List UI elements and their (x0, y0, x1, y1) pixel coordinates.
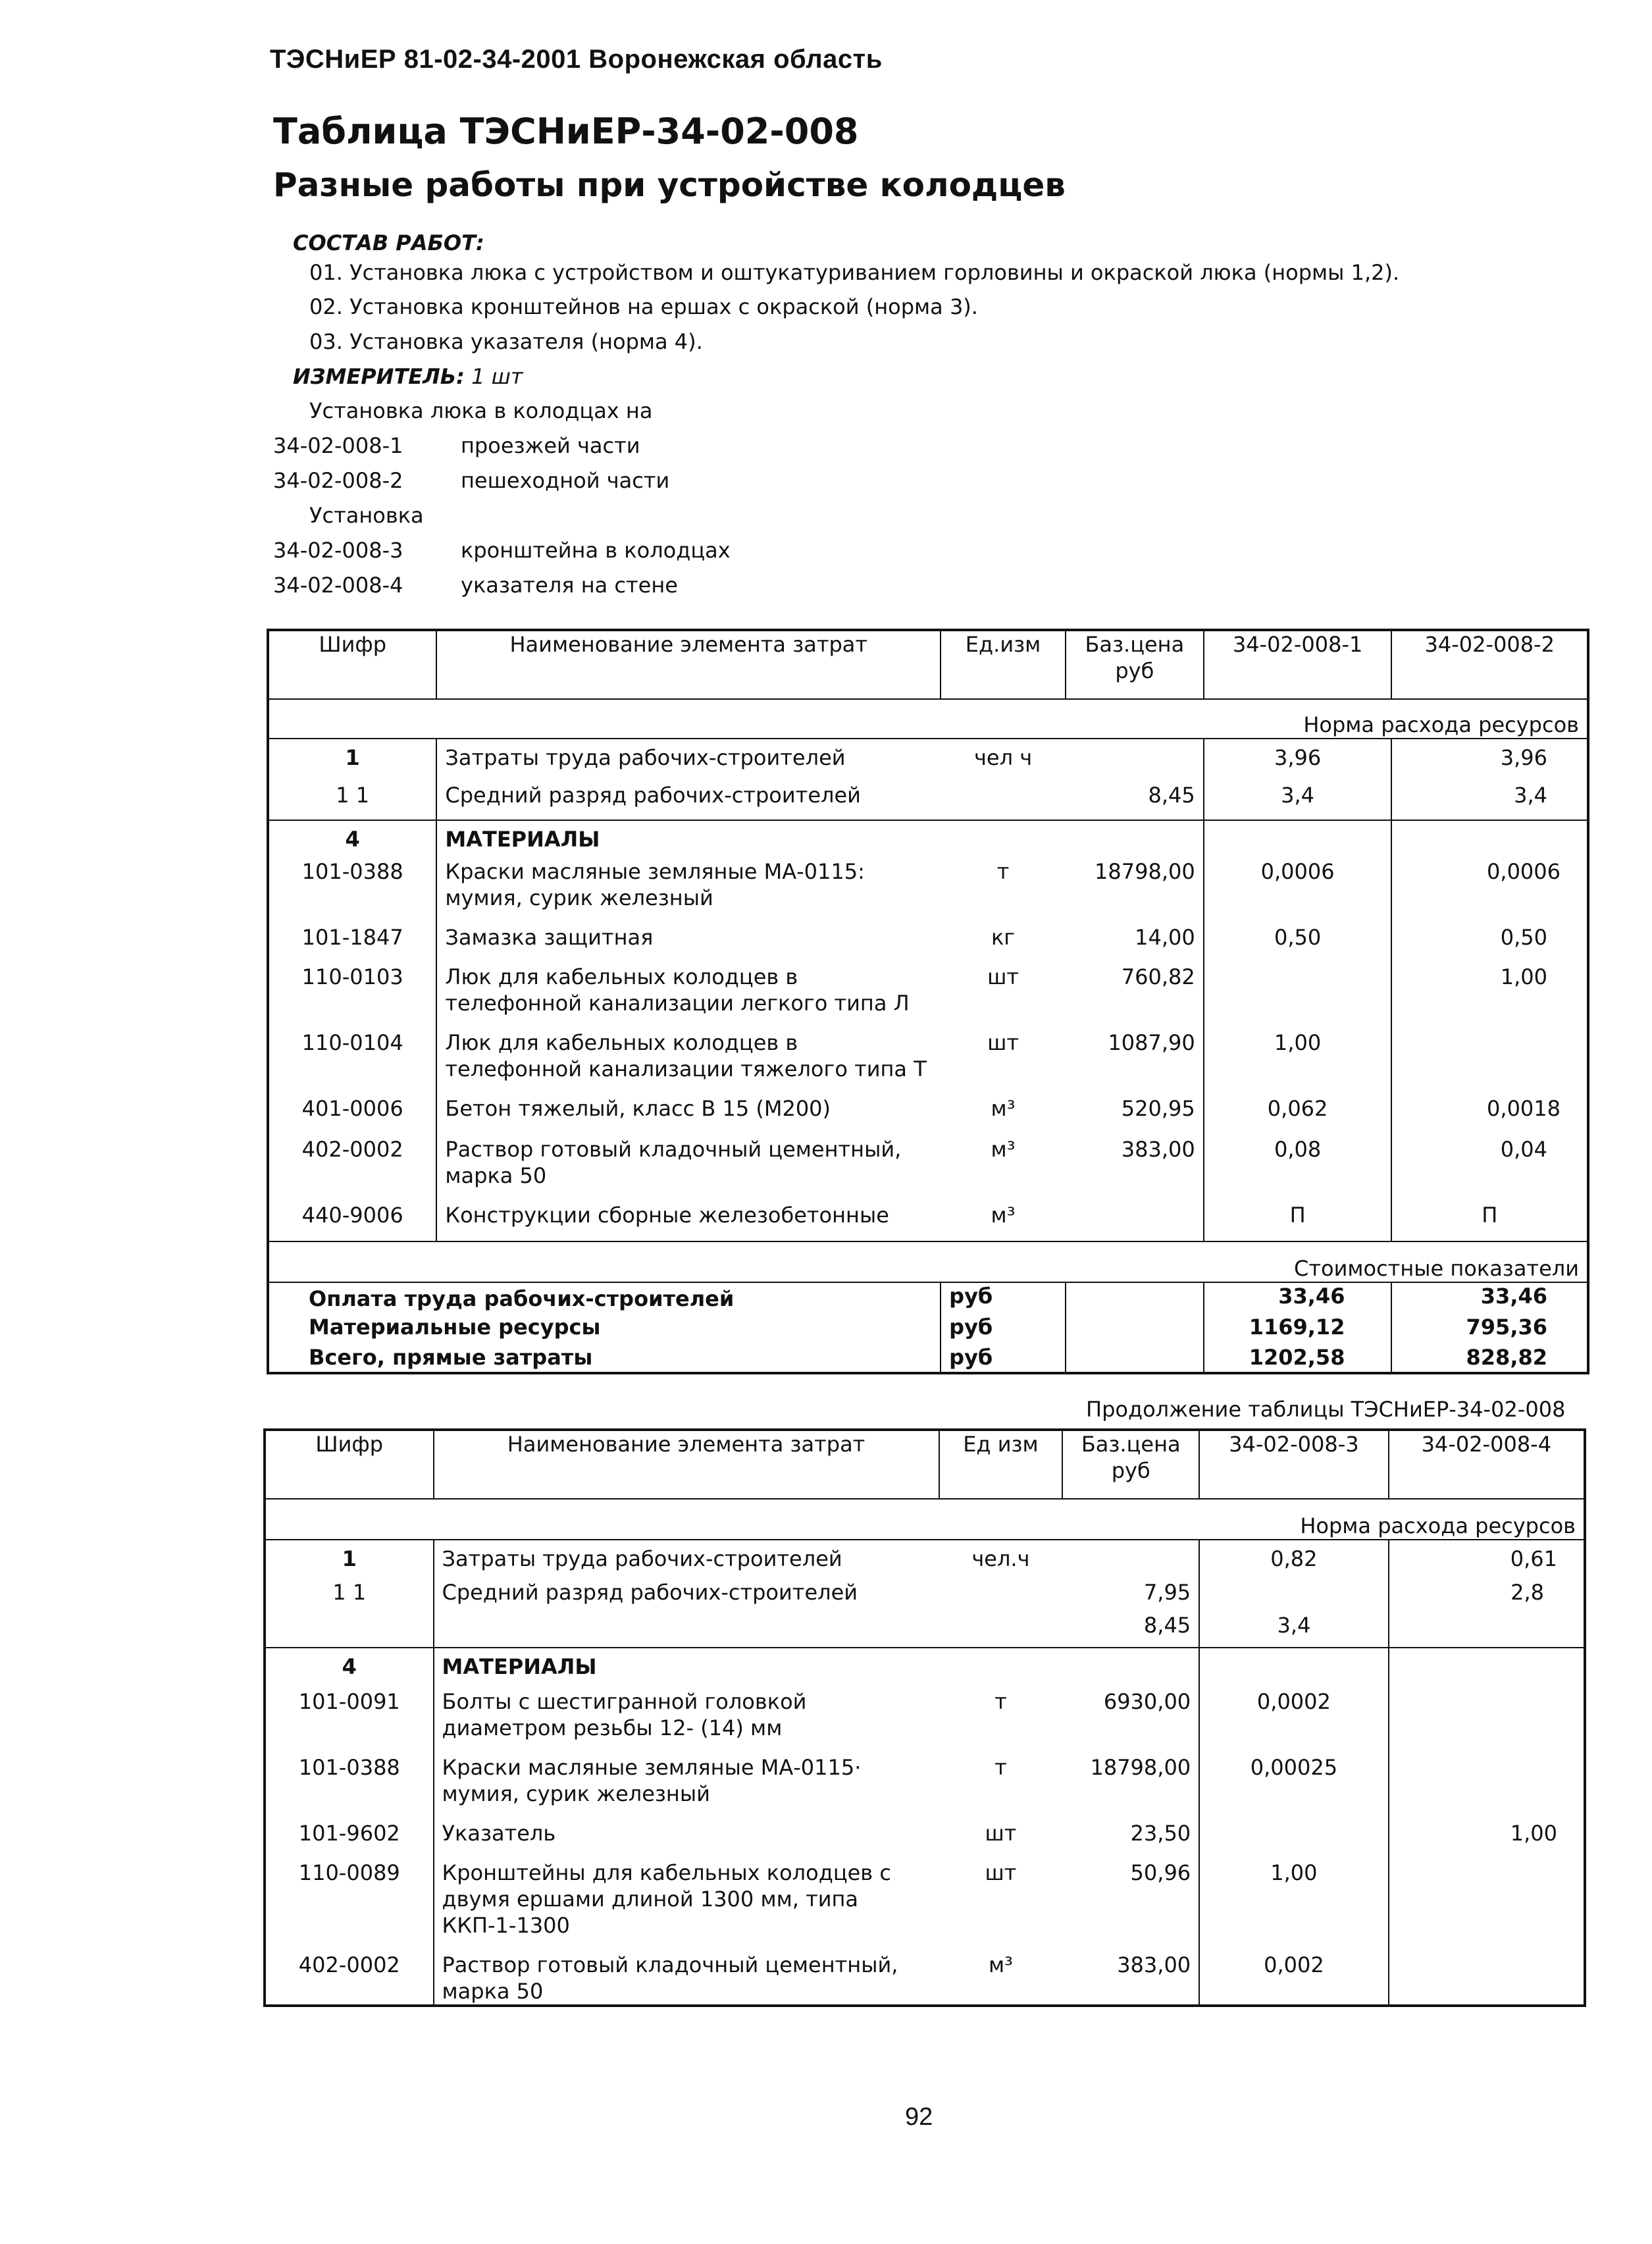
table-row: 1 Затраты труда рабочих-строителей чел.ч 0,82 0,61 (265, 1540, 1585, 1579)
col-header-unit: Ед изм (939, 1430, 1063, 1499)
cost-row: Всего, прямые затраты руб 1202,58 828,82 (268, 1344, 1588, 1373)
measure (293, 364, 523, 389)
materials-header-row: 4 МАТЕРИАЛЫ (268, 820, 1588, 858)
norm-text: кронштейна в колодцах (461, 538, 731, 563)
table-row: 101-1847 Замазка защитная кг 14,00 0,50 0,50 (268, 924, 1588, 964)
col-header-name: Наименование элемента затрат (436, 630, 941, 699)
resource-table-2 (263, 1428, 1586, 2007)
norm-code: 34-02-008-3 (273, 538, 403, 563)
norm-code: 34-02-008-4 (273, 573, 403, 598)
materials-header-row: 4 МАТЕРИАЛЫ (265, 1648, 1585, 1688)
table-row: 101-0388 Краски масляные земляные МА-0115: мумия, сурик железный т 18798,00 0,0006 0,0006 (268, 858, 1588, 924)
norm-code: 34-02-008-1 (273, 433, 403, 458)
composition-item: 01. Установка люка с устройством и оштукатуриванием горловины и окраской люка (нормы 1,2). (309, 260, 1400, 285)
table-row: 1 1 Средний разряд рабочих-строителей 7,95 2,8 (265, 1579, 1585, 1612)
table-title: Таблица ТЭСНиЕР-34-02-008 (273, 111, 859, 152)
table-subtitle: Разные работы при устройстве колодцев (273, 166, 1066, 204)
norm-section-label: Норма расхода ресурсов (268, 699, 1588, 739)
table-row: 110-0089 Кронштейны для кабельных колодцев с двумя ершами длиной 1300 мм, типа ККП-1-1300 шт 50,96 1,00 (265, 1860, 1585, 1952)
norm-group-label: Установка (309, 503, 424, 528)
col-header-unit: Ед.изм (941, 630, 1066, 699)
table-row: 1 1 Средний разряд рабочих-строителей 8,45 3,4 3,4 (268, 777, 1588, 820)
page-number: 92 (905, 2103, 933, 2131)
table-row: 401-0006 Бетон тяжелый, класс В 15 (М200) м³ 520,95 0,062 0,0018 (268, 1095, 1588, 1136)
col-header-code: Шифр (268, 630, 436, 699)
col-header-norm-1: 34-02-008-1 (1204, 630, 1392, 699)
norm-text: проезжей части (461, 433, 640, 458)
col-header-price: Баз.цена руб (1066, 630, 1204, 699)
table-continued-label: Продолжение таблицы ТЭСНиЕР-34-02-008 (1086, 1397, 1566, 1422)
table-row: 402-0002 Раствор готовый кладочный цементный, марка 50 м³ 383,00 0,002 (265, 1952, 1585, 2006)
cost-row: Материальные ресурсы руб 1169,12 795,36 (268, 1314, 1588, 1344)
norm-group-label: Установка люка в колодцах на (309, 398, 653, 423)
table-row: 8,45 3,4 (265, 1612, 1585, 1648)
table-row: 440-9006 Конструкции сборные железобетонные м³ П П (268, 1202, 1588, 1241)
composition-item: 02. Установка кронштейнов на ершах с окраской (норма 3). (309, 294, 978, 319)
norm-text: пешеходной части (461, 468, 670, 493)
table-row: 110-0104 Люк для кабельных колодцев в телефонной канализации тяжелого типа Т шт 1087,90 1,00 (268, 1030, 1588, 1095)
table-row: 101-0091 Болты с шестигранной головкой диаметром резьбы 12- (14) мм т 6930,00 0,0002 (265, 1688, 1585, 1754)
measure-value: 1 шт (471, 364, 523, 389)
document-header: ТЭСНиЕР 81-02-34-2001 Воронежская область (270, 45, 883, 74)
cost-section-label: Стоимостные показатели (268, 1241, 1588, 1282)
table-row: 110-0103 Люк для кабельных колодцев в телефонной канализации легкого типа Л шт 760,82 1,00 (268, 964, 1588, 1030)
measure-label: ИЗМЕРИТЕЛЬ: (293, 364, 465, 389)
norm-text: указателя на стене (461, 573, 678, 598)
composition-item: 03. Установка указателя (норма 4). (309, 329, 703, 354)
table-row: 101-9602 Указатель шт 23,50 1,00 (265, 1820, 1585, 1860)
cost-row: Оплата труда рабочих-строителей руб 33,46 33,46 (268, 1282, 1588, 1314)
composition-label: СОСТАВ РАБОТ: (293, 230, 484, 255)
table-row: 101-0388 Краски масляные земляные МА-0115· мумия, сурик железный т 18798,00 0,00025 (265, 1754, 1585, 1820)
col-header-price: Баз.цена руб (1062, 1430, 1199, 1499)
col-header-code: Шифр (265, 1430, 434, 1499)
col-header-norm-3: 34-02-008-3 (1199, 1430, 1388, 1499)
table-row: 1 Затраты труда рабочих-строителей чел ч 3,96 3,96 (268, 739, 1588, 777)
norm-code: 34-02-008-2 (273, 468, 403, 493)
col-header-norm-4: 34-02-008-4 (1389, 1430, 1585, 1499)
table-row: 402-0002 Раствор готовый кладочный цементный, марка 50 м³ 383,00 0,08 0,04 (268, 1136, 1588, 1202)
col-header-norm-2: 34-02-008-2 (1391, 630, 1588, 699)
col-header-name: Наименование элемента затрат (434, 1430, 939, 1499)
norm-section-label: Норма расхода ресурсов (265, 1499, 1585, 1540)
resource-table-1 (267, 629, 1589, 1374)
